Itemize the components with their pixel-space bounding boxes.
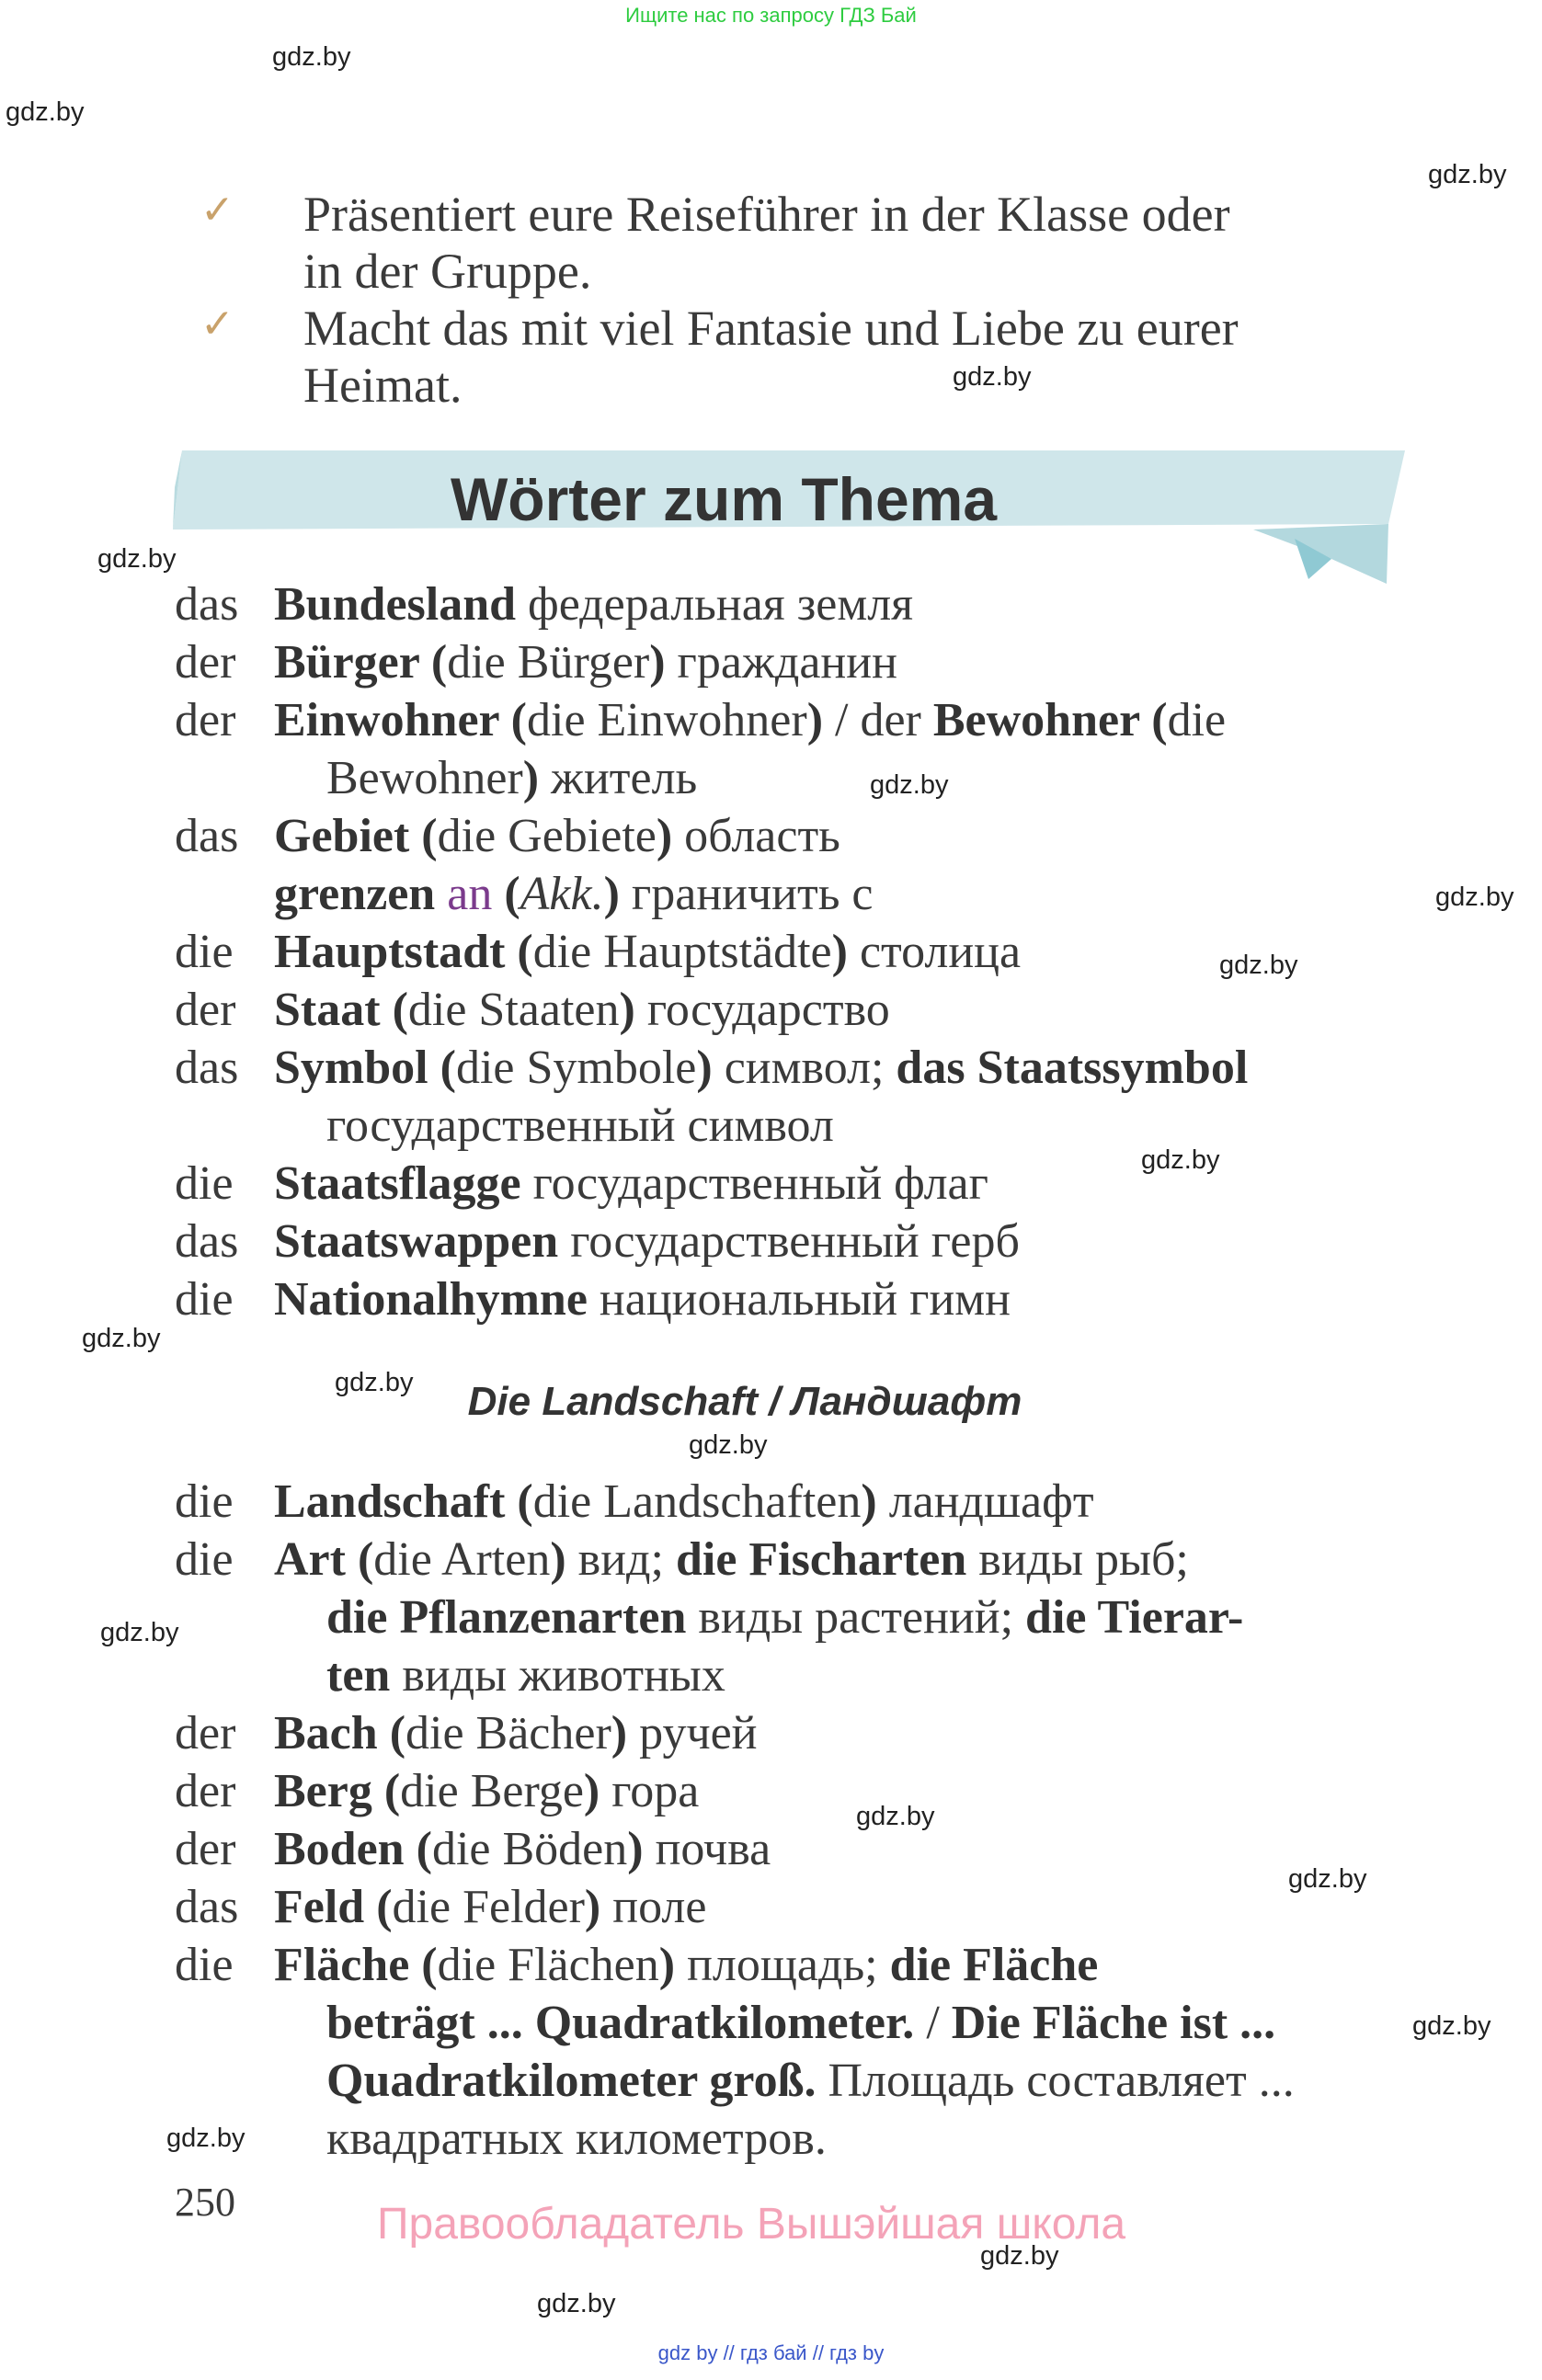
vocab-entry: der Bürger (die Bürger) гражданин bbox=[175, 636, 897, 689]
vocab-entry: der Boden (die Böden) почва bbox=[175, 1823, 771, 1875]
watermark: gdz.by bbox=[97, 544, 177, 574]
vocab-entry: die Fläche (die Flächen) площадь; die Fläche beträgt ... Quadratkilometer. / Die Fläche ist ... Quadratkilometer groß. Площадь составляет ... квадратных километров. bbox=[175, 1939, 1295, 2165]
watermark: gdz.by bbox=[689, 1430, 768, 1460]
top-banner[interactable]: Ищите нас по запросу ГДЗ Бай bbox=[625, 4, 917, 27]
vocab-entry: das Staatswappen государственный герб bbox=[175, 1215, 1020, 1268]
watermark: gdz.by bbox=[980, 2241, 1059, 2271]
vocab-entry: der Einwohner (die Einwohner) / der Bewohner (die Bewohner) житель bbox=[175, 694, 1227, 804]
vocab-entry: der Staat (die Staaten) государство bbox=[175, 984, 890, 1036]
checkmark-icon: ✓ bbox=[200, 187, 234, 233]
watermark: gdz.by bbox=[335, 1368, 414, 1397]
vocab-entry: die Nationalhymne национальный гимн bbox=[175, 1273, 1011, 1326]
vocab-entry: grenzen an (Akk.) граничить с bbox=[274, 868, 874, 920]
watermark: gdz.by bbox=[1435, 883, 1514, 912]
vocab-entry: das Gebiet (die Gebiete) область bbox=[175, 810, 840, 862]
watermark: gdz.by bbox=[100, 1618, 179, 1647]
page-number: 250 bbox=[175, 2180, 235, 2225]
vocab-entry: die Landschaft (die Landschaften) ландшафт bbox=[175, 1475, 1094, 1528]
watermark: gdz.by bbox=[1141, 1145, 1220, 1175]
bullet-text: in der Gruppe. bbox=[303, 244, 592, 299]
watermark: gdz.by bbox=[1219, 951, 1298, 980]
vocab-entry: der Bach (die Bächer) ручей bbox=[175, 1707, 758, 1759]
watermark: gdz.by bbox=[1288, 1864, 1367, 1894]
vocab-entry: der Berg (die Berge) гора bbox=[175, 1765, 700, 1817]
watermark: gdz.by bbox=[953, 362, 1032, 392]
watermark: gdz.by bbox=[6, 97, 85, 127]
bullet-text: Präsentiert eure Reiseführer in der Klasse oder bbox=[303, 187, 1230, 242]
copyright-owner: Правообладатель Вышэйшая школа bbox=[377, 2200, 1126, 2249]
bullet-text: Heimat. bbox=[303, 358, 463, 413]
vocab-entry: die Hauptstadt (die Hauptstädte) столица bbox=[175, 926, 1022, 978]
checkmark-icon: ✓ bbox=[200, 301, 234, 347]
section-title: Wörter zum Thema bbox=[451, 465, 998, 533]
watermark: gdz.by bbox=[1412, 2011, 1491, 2041]
vocab-entry: das Symbol (die Symbole) символ; das Staatssymbol государственный символ bbox=[175, 1042, 1249, 1152]
vocab-entry: das Bundesland федеральная земля bbox=[175, 578, 914, 631]
watermark: gdz.by bbox=[537, 2289, 616, 2318]
vocab-entry: das Feld (die Felder) поле bbox=[175, 1881, 707, 1933]
watermark: gdz.by bbox=[870, 770, 949, 800]
watermark: gdz.by bbox=[1428, 160, 1507, 189]
watermark: gdz.by bbox=[856, 1802, 935, 1831]
vocab-entry: die Staatsflagge государственный флаг bbox=[175, 1157, 988, 1210]
bullet-text: Macht das mit viel Fantasie und Liebe zu eurer bbox=[303, 301, 1239, 356]
watermark: gdz.by bbox=[82, 1324, 161, 1353]
bottom-links[interactable]: gdz by // гдз бай // гдз by bbox=[657, 2341, 885, 2364]
watermark: gdz.by bbox=[166, 2124, 246, 2153]
subheading: Die Landschaft / Ландшафт bbox=[467, 1379, 1022, 1424]
vocab-entry: die Art (die Arten) вид; die Fischarten виды рыб; die Pflanzenarten виды растений; die Tierar- ten виды животных bbox=[175, 1533, 1244, 1702]
watermark: gdz.by bbox=[272, 42, 351, 72]
